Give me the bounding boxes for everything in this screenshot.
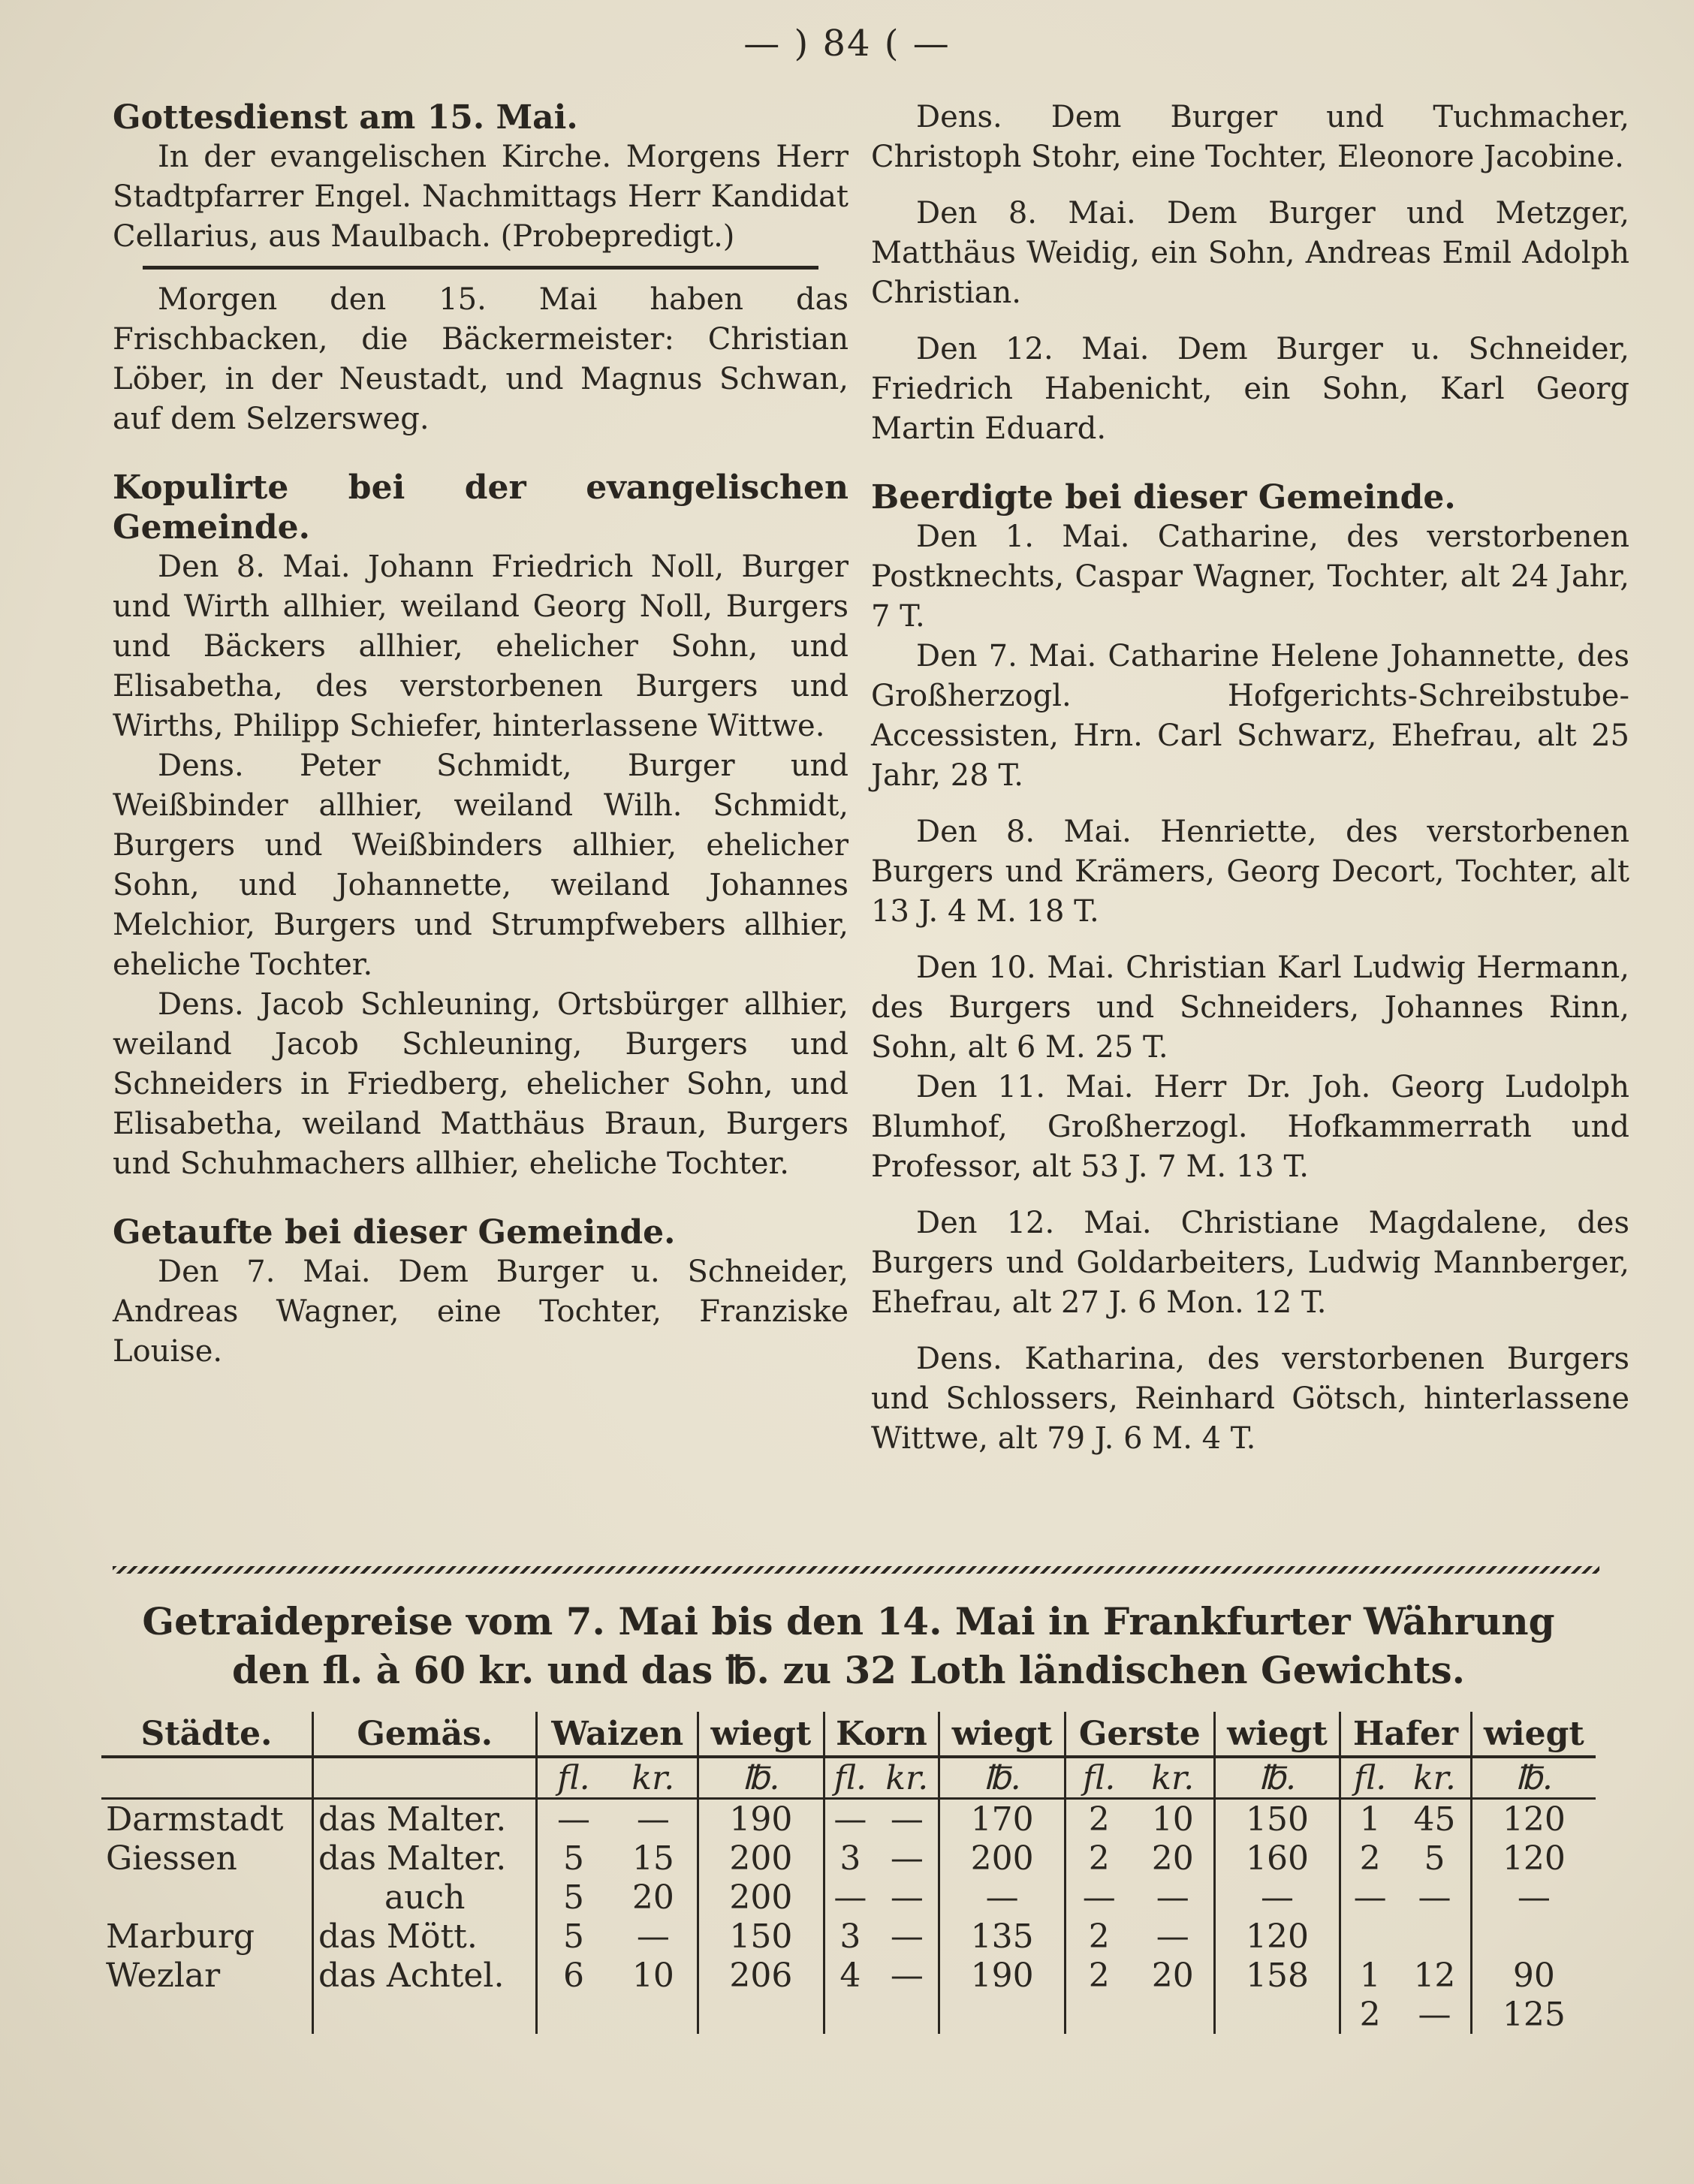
value-cell: 200 [698,1839,824,1878]
beerdigte-entry: Dens. Katharina, des verstorbenen Burgers und Schlossers, Reinhard Götsch, hinterlassene Wittwe, alt 79 J. 6 M. 4 T. [871,1342,1629,1456]
value-cell: 10 [1132,1799,1215,1839]
value-cell: 5 [562,1917,584,1956]
value-cell: 5 [562,1878,584,1917]
value-cell: 12 [1399,1956,1471,1995]
value-cell: 20 [610,1878,698,1917]
table-row [101,1799,1596,1839]
value-cell [876,1995,939,2034]
getaufte-heading: Getaufte bei dieser Gemeinde. [113,1213,676,1252]
backen-notice: Morgen den 15. Mai haben das Frischbacken, die Bäckermeister: Christian Löber, in der Neustadt, und Magnus Schwan, auf dem Selzersweg. [113,282,849,436]
value-cell: — [876,1839,939,1878]
value-cell: 120 [1502,1800,1566,1839]
left-column [113,98,849,1372]
value-cell: 5 [1399,1839,1471,1878]
value-cell: 120 [1502,1839,1566,1878]
col-header-gerste: Gerste [1065,1712,1214,1757]
col-header-gemaes: Gemäs. [312,1712,537,1757]
value-cell: 20 [1132,1839,1215,1878]
city-cell: Marburg [101,1917,312,1956]
col-header-korn: Korn [824,1712,939,1757]
unit-cell: fl. [1340,1757,1400,1799]
value-cell: 2 [1088,1839,1110,1878]
beerdigte-entry: Den 10. Mai. Christian Karl Ludwig Hermann, des Burgers und Schneiders, Johannes Rinn, Sohn, alt 6 M. 25 T. [871,950,1629,1065]
value-cell: — [876,1917,939,1956]
measure-cell [312,1995,537,2034]
measure-cell: das Achtel. [312,1956,537,1995]
value-cell: 150 [698,1917,824,1956]
value-cell: 2 [1088,1800,1110,1839]
value-cell: 170 [939,1799,1065,1839]
gottesdienst-text: In der evangelischen Kirche. Morgens Herr Stadtpfarrer Engel. Nachmittags Herr Kandidat Cellarius, aus Maulbach. (Probepredigt.) [113,140,849,254]
gottesdienst-heading: Gottesdienst am 15. Mai. [113,98,578,137]
value-cell [698,1995,824,2034]
value-cell: 2 [1359,1995,1381,2034]
value-cell: 2 [1359,1839,1381,1878]
value-cell: 120 [1214,1917,1340,1956]
value-cell [824,1995,876,2034]
value-cell: — [1214,1878,1340,1917]
value-cell: 15 [610,1839,698,1878]
unit-cell: kr. [1399,1757,1471,1799]
value-cell [1065,1995,1132,2034]
value-cell: 45 [1399,1799,1471,1839]
value-cell [1214,1995,1340,2034]
kopulirte-heading: Kopulirte bei der evangelischen Gemeinde. [113,468,849,547]
value-cell: 160 [1214,1839,1340,1878]
measure-cell: das Malter. [312,1839,537,1878]
value-cell [537,1995,610,2034]
col-header-hafer: Hafer [1340,1712,1472,1757]
value-cell: 200 [698,1878,824,1917]
value-cell: — [833,1878,867,1917]
table-header-row [101,1712,1596,1757]
measure-cell: das Mött. [312,1917,537,1956]
value-cell: 90 [1512,1956,1555,1995]
kopulirte-entry: Dens. Jacob Schleuning, Ortsbürger allhier, weiland Jacob Schleuning, Burgers und Schneiders in Friedberg, ehelicher Sohn, und Elisabetha, weiland Matthäus Braun, Burgers und Schuhmachers allhier, eheliche Tochter. [113,987,849,1181]
value-cell: 1 [1359,1956,1381,1995]
unit-cell: ℔. [1214,1757,1340,1799]
unit-cell: fl. [537,1757,610,1799]
value-cell: — [876,1799,939,1839]
unit-cell: kr. [876,1757,939,1799]
value-cell: — [1399,1878,1471,1917]
beerdigte-entry: Den 12. Mai. Christiane Magdalene, des Burgers und Goldarbeiters, Ludwig Mannberger, Ehefrau, alt 27 J. 6 Mon. 12 T. [871,1206,1629,1320]
value-cell: 6 [562,1956,584,1995]
value-cell [1471,1917,1596,1956]
value-cell: — [1399,1995,1471,2034]
col-header-wiegt: wiegt [939,1712,1065,1757]
value-cell: 190 [939,1956,1065,1995]
table-row [101,1917,1596,1956]
city-cell [101,1995,312,2034]
value-cell: — [876,1878,939,1917]
beerdigte-entry: Den 7. Mai. Catharine Helene Johannette, des Großherzogl. Hofgerichts-Schreibstube-Accessisten, Hrn. Carl Schwarz, Ehefrau, alt 25 Jahr, 28 T. [871,639,1629,793]
page-number: — ) 84 ( — [743,23,951,65]
value-cell: 158 [1214,1956,1340,1995]
prices-title: Getraidepreise vom 7. Mai bis den 14. Mai in Frankfurter Währung [142,1599,1555,1643]
value-cell [1132,1995,1215,2034]
unit-cell: ℔. [1471,1757,1596,1799]
value-cell: — [833,1800,867,1839]
unit-cell: kr. [1132,1757,1215,1799]
ornamental-divider [113,1566,1599,1574]
col-header-staedte: Städte. [101,1712,312,1757]
city-cell: Giessen [101,1839,312,1878]
value-cell: 150 [1214,1799,1340,1839]
value-cell: — [939,1878,1065,1917]
unit-cell: fl. [1065,1757,1132,1799]
table-row [101,1878,1596,1917]
city-cell: Wezlar [101,1956,312,1995]
getaufte-entry: Den 8. Mai. Dem Burger und Metzger, Matthäus Weidig, ein Sohn, Andreas Emil Adolph Christian. [871,196,1629,310]
section-rule [143,266,818,270]
measure-cell: das Malter. [312,1799,537,1839]
unit-cell: fl. [824,1757,876,1799]
col-header-wiegt: wiegt [698,1712,824,1757]
value-cell: — [556,1800,590,1839]
value-cell: 125 [1502,1995,1566,2034]
value-cell: — [1353,1878,1387,1917]
unit-cell [312,1757,537,1799]
value-cell: 135 [939,1917,1065,1956]
col-header-wiegt: wiegt [1471,1712,1596,1757]
value-cell: — [1132,1878,1215,1917]
city-cell: Darmstadt [101,1799,312,1839]
value-cell [1340,1917,1400,1956]
value-cell: 20 [1132,1956,1215,1995]
value-cell: 206 [698,1956,824,1995]
value-cell: 2 [1088,1956,1110,1995]
value-cell: 3 [839,1839,861,1878]
table-row [101,1839,1596,1878]
prices-subtitle: den fl. à 60 kr. und das ℔. zu 32 Loth ländischen Gewichts. [231,1648,1466,1692]
value-cell: — [1082,1878,1116,1917]
getaufte-entry: Den 12. Mai. Dem Burger u. Schneider, Friedrich Habenicht, ein Sohn, Karl Georg Martin Eduard. [871,332,1629,446]
kopulirte-entry: Den 8. Mai. Johann Friedrich Noll, Burger und Wirth allhier, weiland Georg Noll, Burgers und Bäckers allhier, ehelicher Sohn, und Elisabetha, des verstorbenen Burgers und Wirths, Philipp Schiefer, hinterlassene Wittwe. [113,550,849,743]
value-cell: — [1517,1878,1551,1917]
unit-cell [101,1757,312,1799]
unit-cell: ℔. [698,1757,824,1799]
grain-price-table [101,1712,1596,2034]
col-header-wiegt: wiegt [1214,1712,1340,1757]
value-cell: 190 [698,1799,824,1839]
value-cell: 5 [562,1839,584,1878]
units-row [101,1757,1596,1799]
value-cell [939,1995,1065,2034]
getaufte-entry: Dens. Dem Burger und Tuchmacher, Christoph Stohr, eine Tochter, Eleonore Jacobine. [871,100,1629,174]
value-cell [1399,1917,1471,1956]
beerdigte-entry: Den 11. Mai. Herr Dr. Joh. Georg Ludolph Blumhof, Großherzogl. Hofkammerrath und Professor, alt 53 J. 7 M. 13 T. [871,1070,1629,1184]
table-row [101,1956,1596,1995]
value-cell: 10 [610,1956,698,1995]
right-column [871,98,1629,1459]
unit-cell: kr. [610,1757,698,1799]
col-header-waizen: Waizen [537,1712,698,1757]
value-cell [610,1995,698,2034]
table-row [101,1995,1596,2034]
value-cell: — [1132,1917,1215,1956]
beerdigte-heading: Beerdigte bei dieser Gemeinde. [871,478,1456,517]
value-cell: 200 [939,1839,1065,1878]
value-cell: — [876,1956,939,1995]
value-cell: — [610,1917,698,1956]
getaufte-entry: Den 7. Mai. Dem Burger u. Schneider, Andreas Wagner, eine Tochter, Franziske Louise. [113,1255,849,1369]
value-cell: 3 [839,1917,861,1956]
kopulirte-entry: Dens. Peter Schmidt, Burger und Weißbinder allhier, weiland Wilh. Schmidt, Burgers und Weißbinders allhier, ehelicher Sohn, und Johannette, weiland Johannes Melchior, Burgers und Strumpfwebers allhier, eheliche Tochter. [113,749,849,982]
city-cell [101,1878,312,1917]
value-cell: 4 [839,1956,861,1995]
value-cell: 1 [1359,1800,1381,1839]
unit-cell: ℔. [939,1757,1065,1799]
measure-cell: auch [312,1878,537,1917]
beerdigte-entry: Den 1. Mai. Catharine, des verstorbenen Postknechts, Caspar Wagner, Tochter, alt 24 Jahr, 7 T. [871,520,1629,634]
value-cell: 2 [1088,1917,1110,1956]
value-cell: — [610,1799,698,1839]
beerdigte-entry: Den 8. Mai. Henriette, des verstorbenen Burgers und Krämers, Georg Decort, Tochter, alt 13 J. 4 M. 18 T. [871,815,1629,929]
